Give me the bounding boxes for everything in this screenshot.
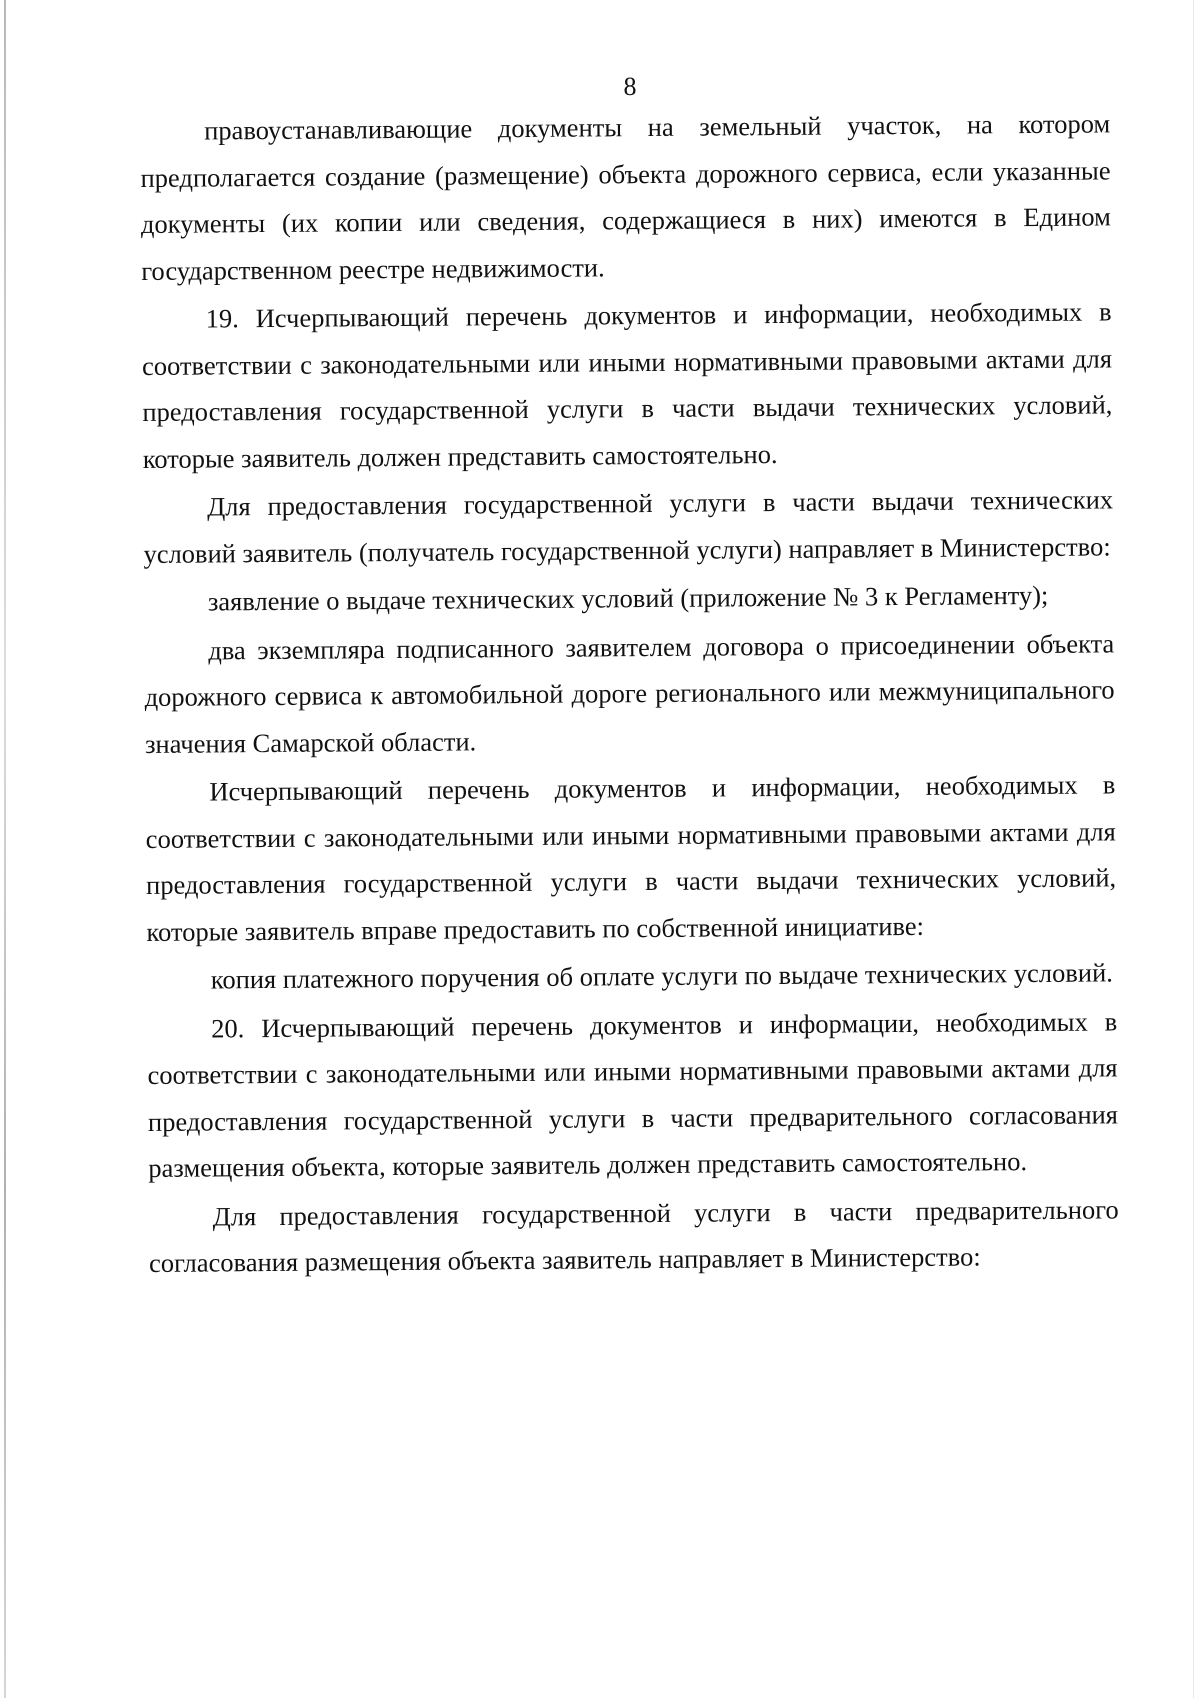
paragraph-payment-order: копия платежного поручения об оплате услуги по выдаче технических условий. xyxy=(210,957,1113,995)
paragraph-preliminary-approval-intro: Для предоставления государственной услуги в части предварительного согласования размещения объекта заявитель направляет в Министерство: xyxy=(148,1193,1119,1278)
scan-edge-left xyxy=(4,0,6,1698)
paragraph-tech-conditions-intro: Для предоставления государственной услуги в части выдачи технических условий заявитель (получатель государственной услуги) направляет в Министерство: xyxy=(143,484,1114,569)
page-number: 8 xyxy=(623,72,637,101)
document-body xyxy=(140,100,1119,1286)
paragraph-item-19: 19. Исчерпывающий перечень документов и информации, необходимых в соответствии с законодательными или иными нормативными правовыми актами для предоставления государственной услуги в части выдачи технических условий, которые заявитель должен представить самостоятельно. xyxy=(141,296,1113,474)
paragraph-continuation: правоустанавливающие документы на земельный участок, на котором предполагается создание (размещение) объекта дорожного сервиса, если указанные документы (их копии или сведения, содержащиеся в них) имеются в Едином государственном реестре недвижимости. xyxy=(140,108,1111,286)
paragraph-application: заявление о выдаче технических условий (приложение № 3 к Регламенту); xyxy=(207,579,1049,617)
paragraph-optional-documents: Исчерпывающий перечень документов и информации, необходимых в соответствии с законодательными или иными нормативными правовыми актами для предоставления государственной услуги в части выдачи технических условий, которые заявитель вправе предоставить по собственной инициативе: xyxy=(145,769,1117,947)
paragraph-contract-copies: два экземпляра подписанного заявителем договора о присоединении объекта дорожного сервиса к автомобильной дороге регионального или межмуниципального значения Самарской области. xyxy=(144,627,1115,759)
scan-edge-right xyxy=(1193,0,1194,1698)
paragraph-item-20: 20. Исчерпывающий перечень документов и информации, необходимых в соответствии с законодательными или иными нормативными правовыми актами для предоставления государственной услуги в части предварительного согласования размещения объекта, которые заявитель должен представить самостоятельно. xyxy=(147,1005,1119,1183)
